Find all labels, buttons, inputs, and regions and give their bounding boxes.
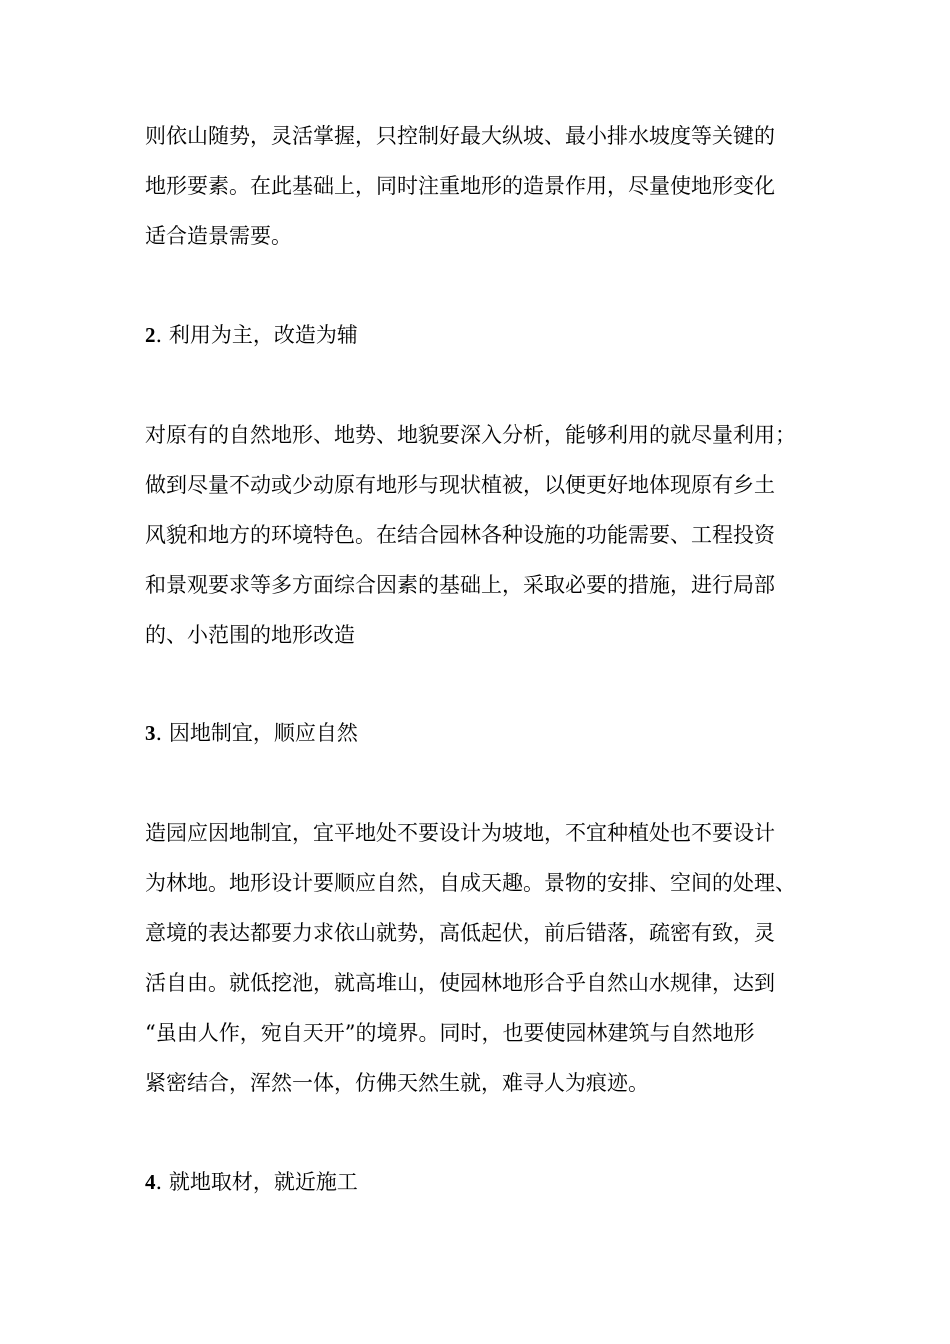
section-2-heading: [145, 320, 825, 350]
section-3-heading: [145, 718, 825, 748]
section-4-heading: [145, 1167, 825, 1197]
paragraph-2-line-3: 风貌和地方的环境特色。在结合园林各种设施的功能需要、工程投资: [145, 523, 775, 547]
paragraph-3-line-6: 紧密结合，浑然一体，仿佛天然生就，难寻人为痕迹。: [145, 1071, 649, 1095]
paragraph-3-line-4: 活自由。就低挖池，就高堆山，使园林地形合乎自然山水规律，达到: [145, 971, 775, 995]
paragraph-2-line-1: 对原有的自然地形、地势、地貌要深入分析，能够利用的就尽量利用；: [145, 423, 796, 447]
paragraph-1-line-1: 则依山随势，灵活掌握，只控制好最大纵坡、最小排水坡度等关键的: [145, 124, 775, 148]
paragraph-3-line-3: 意境的表达都要力求依山就势，高低起伏，前后错落，疏密有致，灵: [145, 921, 775, 945]
paragraph-1-line-2: 地形要素。在此基础上，同时注重地形的造景作用，尽量使地形变化: [145, 174, 775, 198]
section-2-number: 2: [145, 323, 156, 347]
section-4-number: 4: [145, 1170, 156, 1194]
paragraph-3-line-2: 为林地。地形设计要顺应自然，自成天趣。景物的安排、空间的处理、: [145, 871, 796, 895]
section-3-title: . 因地制宜，顺应自然: [155, 721, 358, 745]
paragraph-3-line-1: 造园应因地制宜，宜平地处不要设计为坡地，不宜种植处也不要设计: [145, 821, 775, 845]
paragraph-2-line-4: 和景观要求等多方面综合因素的基础上，采取必要的措施，进行局部: [145, 573, 775, 597]
paragraph-3-line-5: “虽由人作，宛自天开”的境界。同时，也要使园林建筑与自然地形: [145, 1021, 755, 1045]
section-4-title: . 就地取材，就近施工: [155, 1170, 358, 1194]
paragraph-2-line-5: 的、小范围的地形改造: [145, 623, 355, 647]
section-2-title: . 利用为主，改造为辅: [155, 323, 358, 347]
section-3-number: 3: [145, 721, 156, 745]
paragraph-2-line-2: 做到尽量不动或少动原有地形与现状植被，以便更好地体现原有乡土: [145, 473, 775, 497]
paragraph-1-line-3: 适合造景需要。: [145, 224, 292, 248]
